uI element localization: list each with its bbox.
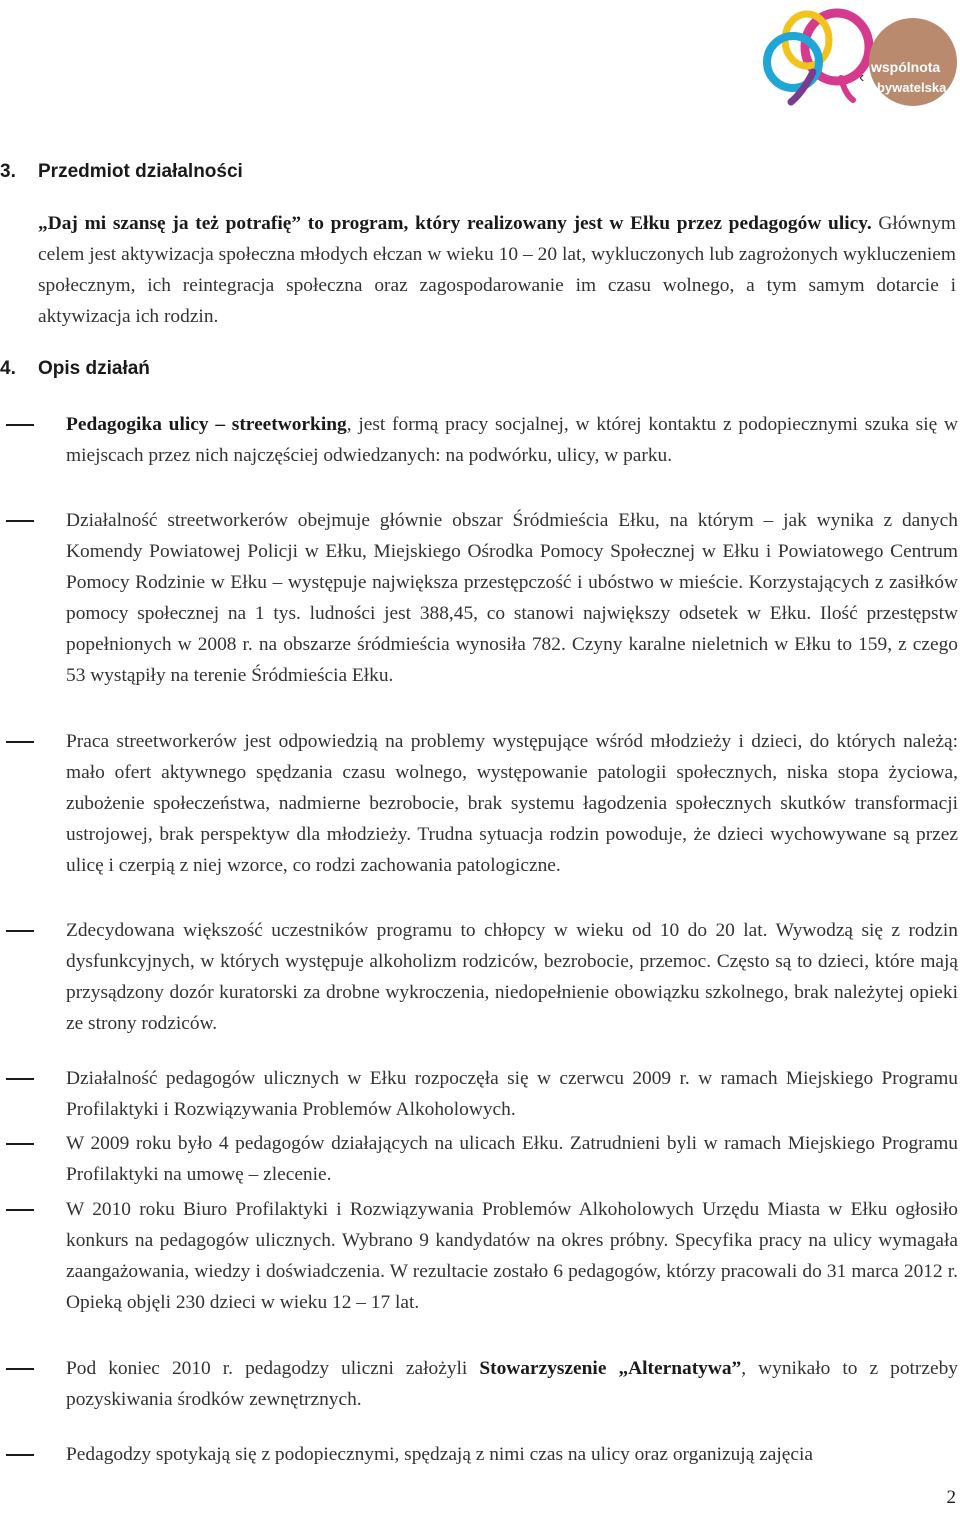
dash-marker [6, 424, 34, 426]
list-item [0, 505, 960, 691]
bullet-text: , wynikało to z potrzeby pozyskiwania środków zewnętrznych. [66, 1358, 958, 1410]
bullet-text: , jest formą pracy socjalnej, w której kontaktu z podopiecznymi szuka się w miejscach przez nich najczęściej odwiedzanych: na podwórku, ulicy, w parku. [66, 414, 958, 466]
list-item [0, 915, 960, 1039]
wspolnota-obywatelska-logo [745, 2, 960, 114]
dash-marker [6, 1209, 34, 1211]
section-4-heading [0, 358, 150, 380]
section-4-number: 4. [0, 358, 16, 379]
dash-marker [6, 520, 34, 522]
list-item [0, 1194, 960, 1318]
dash-marker [6, 741, 34, 743]
list-item [0, 726, 960, 881]
list-item [0, 1353, 960, 1415]
bullet-bold: Stowarzyszenie „Alternatywa” [479, 1358, 742, 1379]
bullet-text: Zdecydowana większość uczestników programu to chłopcy w wieku od 10 do 20 lat. Wywodzą się z rodzin dysfunkcyjnych, w których występuje alkoholizm rodziców, bezrobocie, przemoc. Często są to dzieci, które mają przysądzony dozór kuratorski za drobne wykroczenia, niedopełnienie obowiązku szkolnego, brak należytej opieki ze strony rodziców. [66, 920, 958, 1034]
bullet-text: Pedagodzy spotykają się z podopiecznymi, spędzają z nimi czas na ulicy oraz organizują zajęcia [66, 1444, 813, 1465]
dash-marker [6, 930, 34, 932]
list-item [0, 1063, 960, 1125]
section-4-title: Opis działań [38, 358, 150, 379]
list-item [0, 1128, 960, 1190]
dash-marker [6, 1368, 34, 1370]
svg-text:‹: ‹ [859, 69, 865, 86]
bullet-text: Działalność pedagogów ulicznych w Ełku rozpoczęła się w czerwcu 2009 r. w ramach Miejskiego Programu Profilaktyki i Rozwiązywania Problemów Alkoholowych. [66, 1068, 958, 1120]
section-3-paragraph [38, 208, 956, 332]
program-description: Głównym celem jest aktywizacja społeczna młodych ełczan w wieku 10 – 20 lat, wykluczonych lub zagrożonych wykluczeniem społecznym, ich reintegracja społeczna oraz zagospodarowanie im czasu wolnego, a tym samym dotarcie i aktywizacja ich rodzin. [38, 213, 956, 327]
bullet-pre: Pod koniec 2010 r. pedagodzy uliczni założyli [66, 1358, 480, 1379]
logo-line2: obywatelska [869, 80, 947, 95]
bullet-text: Praca streetworkerów jest odpowiedzią na problemy występujące wśród młodzieży i dzieci, do których należą: mało ofert aktywnego spędzania czasu wolnego, występowanie patologii społecznych, niska stopa życiowa, zubożenie społeczeństwa, nadmierne bezrobocie, brak systemu łagodzenia społecznych skutków transformacji ustrojowej, brak perspektyw dla młodzieży. Trudna sytuacja rodzin powoduje, że dzieci wychowywane są przez ulicę i czerpią z niej wzorce, co rodzi zachowania patologiczne. [66, 731, 958, 876]
logo-line1: wspólnota [871, 59, 941, 75]
section-3-number: 3. [0, 161, 16, 182]
bullet-text: W 2009 roku było 4 pedagogów działających na ulicach Ełku. Zatrudnieni byli w ramach Miejskiego Programu Profilaktyki na umowę – zlecenie. [66, 1133, 958, 1185]
section-3-heading [0, 161, 243, 183]
list-item [0, 409, 960, 471]
dash-marker [6, 1143, 34, 1145]
page-number: 2 [946, 1487, 956, 1508]
bullet-text: W 2010 roku Biuro Profilaktyki i Rozwiązywania Problemów Alkoholowych Urzędu Miasta w Ełku ogłosiło konkurs na pedagogów ulicznych. Wybrano 9 kandydatów na okres próbny. Specyfika pracy na ulicy wymagała zaangażowania, wiedzy i doświadczenia. W rezultacie zostało 6 pedagogów, którzy pracowali do 31 marca 2012 r. Opieką objęli 230 dzieci w wieku 12 – 17 lat. [66, 1199, 958, 1313]
dash-marker [6, 1454, 34, 1456]
bullet-bold: Pedagogika ulicy – streetworking [66, 414, 347, 435]
program-lead: „Daj mi szansę ja też potrafię” to program, który realizowany jest w Ełku przez pedagogów ulicy. [38, 213, 872, 234]
bullet-text: Działalność streetworkerów obejmuje głównie obszar Śródmieścia Ełku, na którym – jak wynika z danych Komendy Powiatowej Policji w Ełku, Miejskiego Ośrodka Pomocy Społecznej w Ełku i Powiatowego Centrum Pomocy Rodzinie w Ełku – występuje największa przestępczość i ubóstwo w mieście. Korzystających z zasiłków pomocy społecznej na 1 tys. ludności jest 388,45, co stanowi największy odsetek w Ełku. Ilość przestępstw popełnionych w 2008 r. na obszarze śródmieścia wynosiła 782. Czyny karalne nieletnich w Ełku to 159, z czego 53 wystąpiły na terenie Śródmieścia Ełku. [66, 510, 958, 686]
dash-marker [6, 1078, 34, 1080]
list-item [0, 1439, 960, 1470]
section-3-title: Przedmiot działalności [38, 161, 243, 182]
